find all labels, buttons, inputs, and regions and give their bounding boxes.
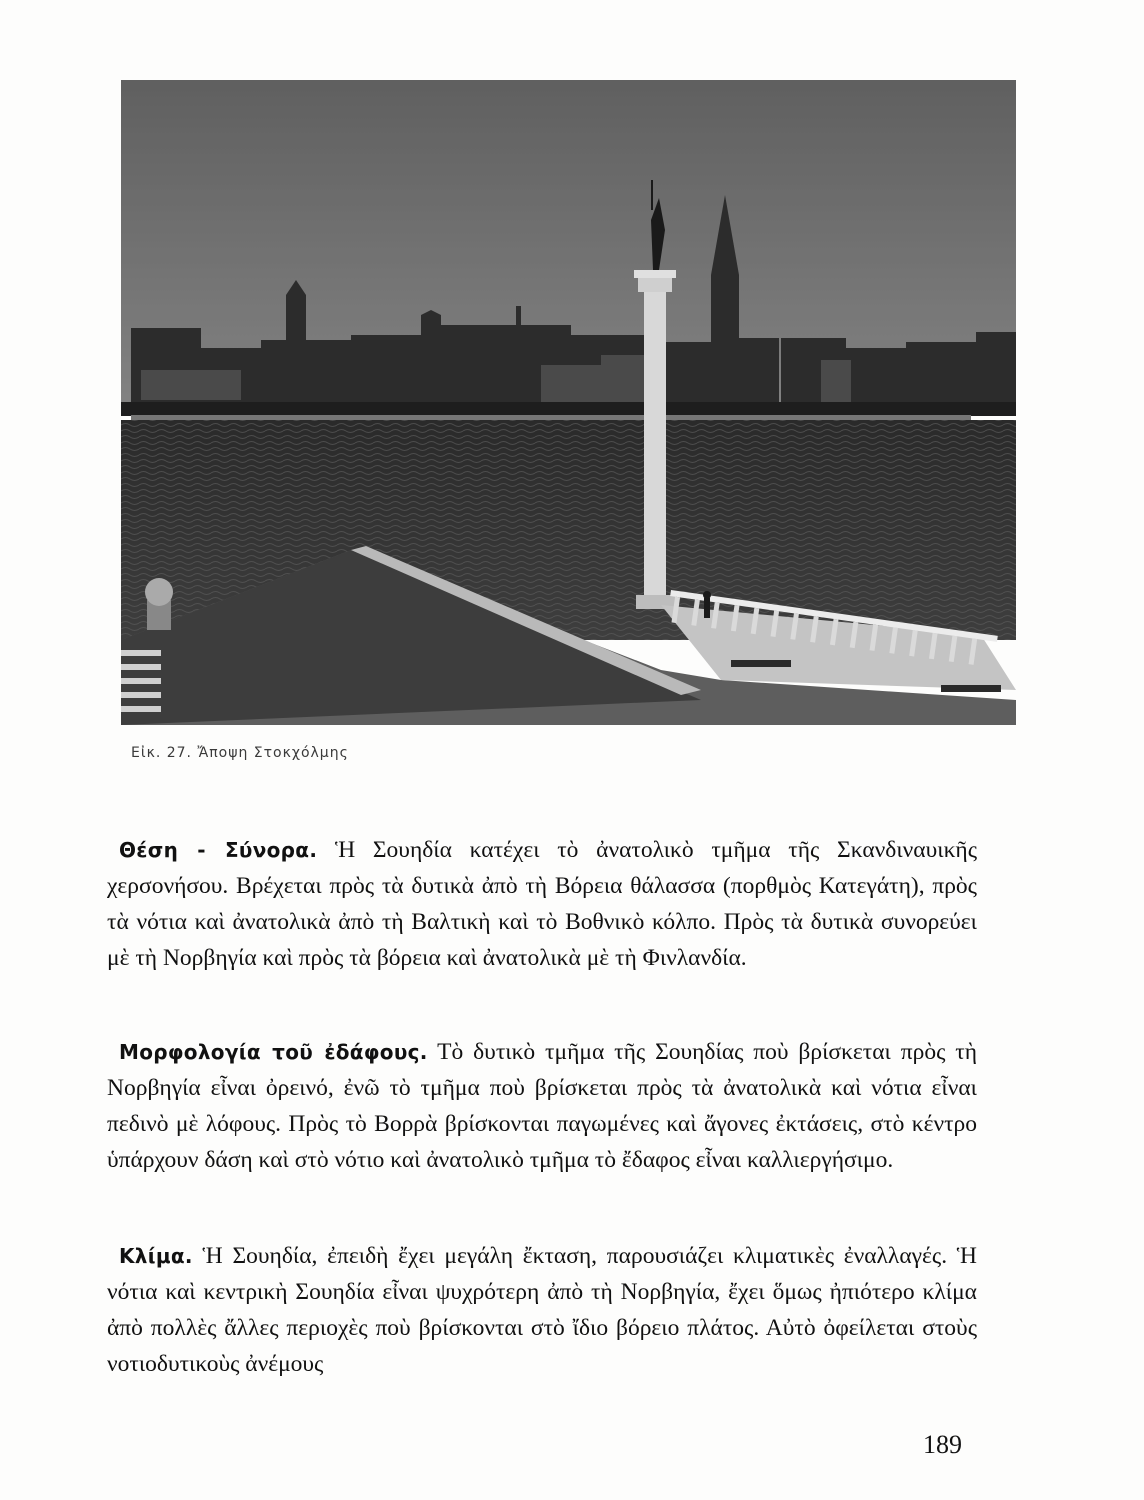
figure-caption: Εἰκ. 27. Ἄποψη Στοκχόλμης [131,745,349,761]
section-position-borders [107,832,977,976]
section-heading: Κλίμα. [119,1244,193,1268]
section-body: Ἡ Σουηδία, ἐπειδὴ ἔχει μεγάλη ἔκταση, παρουσιάζει κλιματικὲς ἐναλλαγές. Ἡ νότια καὶ κεντρικὴ Σουηδία εἶναι ψυχρότερη ἀπὸ τὴ Νορβηγία, ἔχει ὅμως ἠπιότερο κλίμα ἀπὸ πολλὲς ἄλλες περιοχὲς ποὺ βρίσκονται στὸ ἴδιο βόρειο πλάτος. Αὐτὸ ὀφείλεται στοὺς νοτιοδυτικοὺς ἀνέμους [107,1243,978,1377]
section-body: Ἡ Σουηδία κατέχει τὸ ἀνατολικὸ τμῆμα τῆς Σκανδιναυικῆς χερσονήσου. Βρέχεται πρὸς τὰ δυτικὰ ἀπὸ τὴ Βόρεια θάλασσα (πορθμὸς Κατεγάτη), πρὸς τὰ νότια καὶ ἀνατολικὰ ἀπὸ τὴ Βαλτικὴ καὶ τὸ Βοθνικὸ κόλπο. Πρὸς τὰ δυτικὰ συνορεύει μὲ τὴ Νορβηγία καὶ πρὸς τὰ βόρεια καὶ ἀνατολικὰ μὲ τὴ Φινλανδία. [107,837,978,971]
section-heading: Μορφολογία τοῦ ἐδάφους. [119,1040,428,1064]
section-body: Τὸ δυτικὸ τμῆμα τῆς Σουηδίας ποὺ βρίσκεται πρὸς τὴ Νορβηγία εἶναι ὀρεινό, ἐνῶ τὸ τμῆμα ποὺ βρίσκεται πρὸς τὰ ἀνατολικὰ καὶ νότια εἶναι πεδινὸ μὲ λόφους. Πρὸς τὸ Βορρὰ βρίσκονται παγωμένες καὶ ἄγονες ἐκτάσεις, στὸ κέντρο ὑπάρχουν δάση καὶ στὸ νότιο καὶ ἀνατολικὸ τμῆμα τὸ ἔδαφος εἶναι καλλιεργήσιμο. [107,1039,977,1173]
section-climate [107,1238,977,1382]
stockholm-photo-illustration [121,80,1016,725]
page-number: 189 [923,1430,962,1459]
section-morphology [107,1034,977,1178]
section-heading: Θέση - Σύνορα. [119,838,318,862]
stockholm-photo [121,80,1016,725]
